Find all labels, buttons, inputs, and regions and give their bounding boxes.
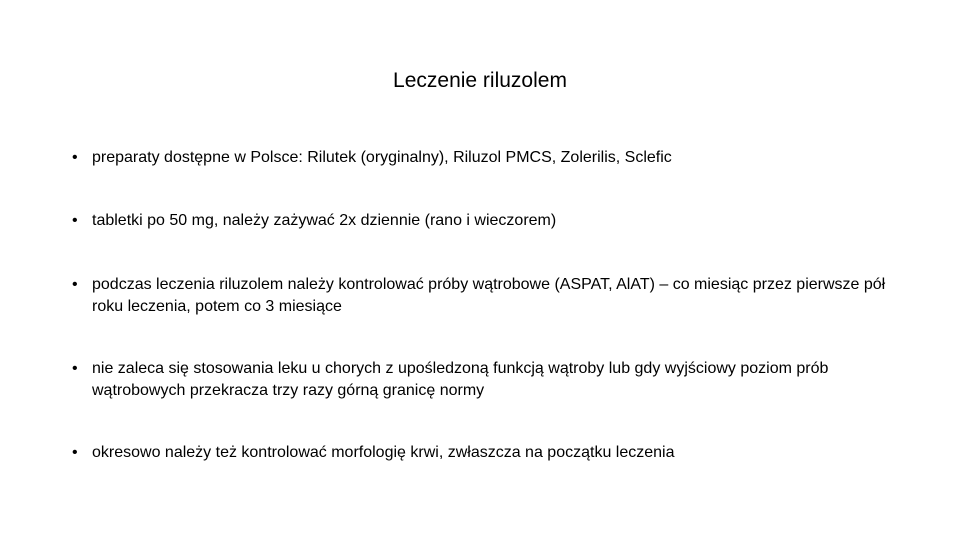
bullet-item	[72, 210, 902, 232]
bullet-text: okresowo należy też kontrolować morfologię krwi, zwłaszcza na początku leczenia	[92, 444, 675, 461]
bullet-item	[72, 147, 902, 169]
bullet-item	[72, 274, 902, 318]
bullet-item	[72, 442, 902, 464]
bullet-icon: •	[72, 149, 78, 166]
bullet-icon: •	[72, 444, 78, 461]
slide-title: Leczenie riluzolem	[393, 69, 567, 92]
bullet-icon: •	[72, 212, 78, 229]
bullet-icon: •	[72, 276, 78, 293]
bullet-item	[72, 358, 902, 402]
bullet-text: preparaty dostępne w Polsce: Rilutek (oryginalny), Riluzol PMCS, Zolerilis, Sclefic	[92, 149, 672, 166]
bullet-icon: •	[72, 360, 78, 377]
bullet-text: tabletki po 50 mg, należy zażywać 2x dziennie (rano i wieczorem)	[92, 212, 557, 229]
bullet-text: podczas leczenia riluzolem należy kontrolować próby wątrobowe (ASPAT, AlAT) – co miesiąc przez pierwsze pół roku leczenia, potem co 3 miesiące	[92, 276, 886, 315]
bullet-text: nie zaleca się stosowania leku u chorych z upośledzoną funkcją wątroby lub gdy wyjściowy poziom prób wątrobowych przekracza trzy razy górną granicę normy	[92, 360, 829, 399]
